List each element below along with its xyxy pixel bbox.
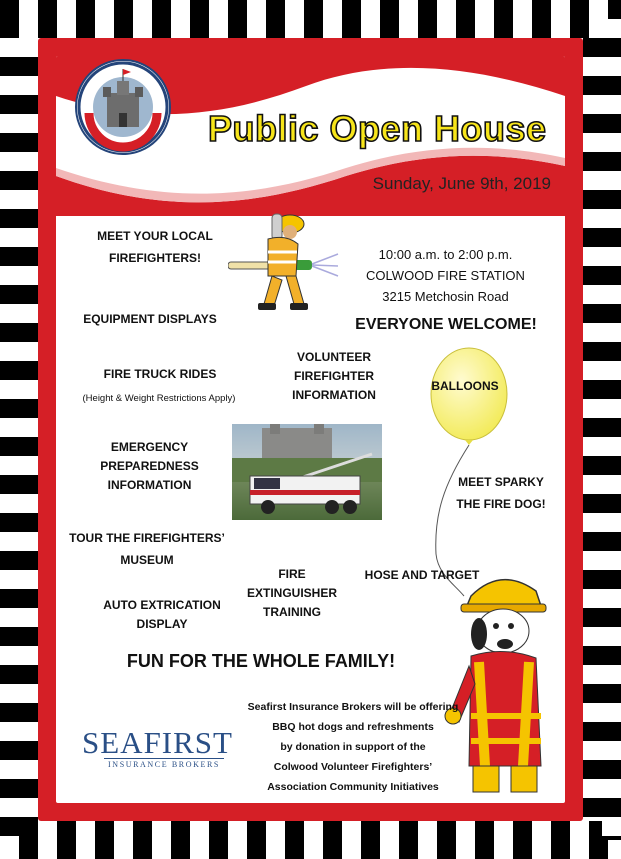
event-info: [348, 244, 543, 307]
page-title: Public Open House: [208, 108, 547, 149]
meet-sparky-text: [446, 473, 556, 514]
fire-department-logo: [75, 59, 171, 155]
emergency-line1: EMERGENCY: [110, 440, 189, 454]
firefighter-illustration: [228, 204, 343, 319]
volunteer-info-text: [278, 348, 390, 405]
fire-truck-rides-text: FIRE TRUCK RIDES: [103, 367, 217, 381]
extinguisher-training-text: [242, 565, 342, 622]
emergency-line3: INFORMATION: [107, 478, 192, 492]
balloons-text: BALLOONS: [431, 379, 499, 393]
checkered-border-left: [0, 19, 19, 840]
museum-line2: MUSEUM: [120, 553, 174, 567]
seafirst-logo-word: SEAFIRST: [82, 725, 233, 760]
extinguisher-line3: TRAINING: [263, 605, 321, 619]
sponsor-line1: Seafirst Insurance Brokers will be offering: [247, 701, 459, 713]
sparky-line1: MEET SPARKY: [458, 475, 544, 489]
checkered-border-bottom: [0, 840, 621, 859]
sponsor-line4: Colwood Volunteer Firefighters’: [273, 761, 433, 773]
sponsor-line2: BBQ hot dogs and refreshments: [272, 721, 434, 733]
hose-target-text: HOSE AND TARGET: [364, 568, 480, 582]
everyone-welcome-text: EVERYONE WELCOME!: [355, 316, 537, 333]
event-address: 3215 Metchosin Road: [382, 289, 509, 304]
extrication-line1: AUTO EXTRICATION: [103, 598, 221, 612]
volunteer-line2: FIREFIGHTER: [294, 369, 374, 383]
event-time: 10:00 a.m. to 2:00 p.m.: [378, 247, 513, 262]
museum-line1: TOUR THE FIREFIGHTERS’: [69, 531, 225, 545]
poster-panel: [56, 56, 565, 803]
fire-truck-photo: [232, 424, 382, 520]
seafirst-logo: [82, 725, 233, 769]
checkered-border-top-inner: [19, 19, 602, 38]
volunteer-line3: INFORMATION: [292, 388, 376, 402]
extrication-line2: DISPLAY: [136, 617, 188, 631]
meet-firefighters-line2: FIREFIGHTERS!: [109, 251, 201, 265]
event-place: COLWOOD FIRE STATION: [366, 268, 525, 283]
volunteer-line1: VOLUNTEER: [296, 350, 371, 364]
emergency-line2: PREPAREDNESS: [100, 459, 199, 473]
auto-extrication-text: [96, 596, 228, 634]
sponsor-line3: by donation in support of the: [280, 741, 426, 753]
extinguisher-line2: EXTINGUISHER: [246, 586, 337, 600]
event-date: Sunday, June 9th, 2019: [372, 174, 551, 193]
sponsor-line5: Association Community Initiatives: [267, 781, 439, 793]
museum-tour-text: [62, 529, 232, 570]
checkered-border-top: [0, 0, 621, 19]
checkered-border-right: [602, 19, 621, 840]
checkered-border-bottom-inner: [19, 821, 602, 840]
meet-firefighters-text: [80, 227, 230, 268]
seafirst-logo-sub: INSURANCE BROKERS: [104, 758, 224, 769]
emergency-preparedness-text: [82, 438, 217, 495]
extinguisher-line1: FIRE: [278, 567, 306, 581]
equipment-displays-text: EQUIPMENT DISPLAYS: [83, 312, 217, 326]
truck-rides-note: (Height & Weight Restrictions Apply): [82, 393, 236, 404]
sparky-line2: THE FIRE DOG!: [456, 497, 546, 511]
meet-firefighters-line1: MEET YOUR LOCAL: [97, 229, 213, 243]
fun-for-family-text: FUN FOR THE WHOLE FAMILY!: [126, 651, 396, 671]
sponsor-message: [238, 697, 468, 797]
checkered-border-right-inner: [583, 38, 602, 821]
checkered-border-left-inner: [19, 38, 38, 821]
